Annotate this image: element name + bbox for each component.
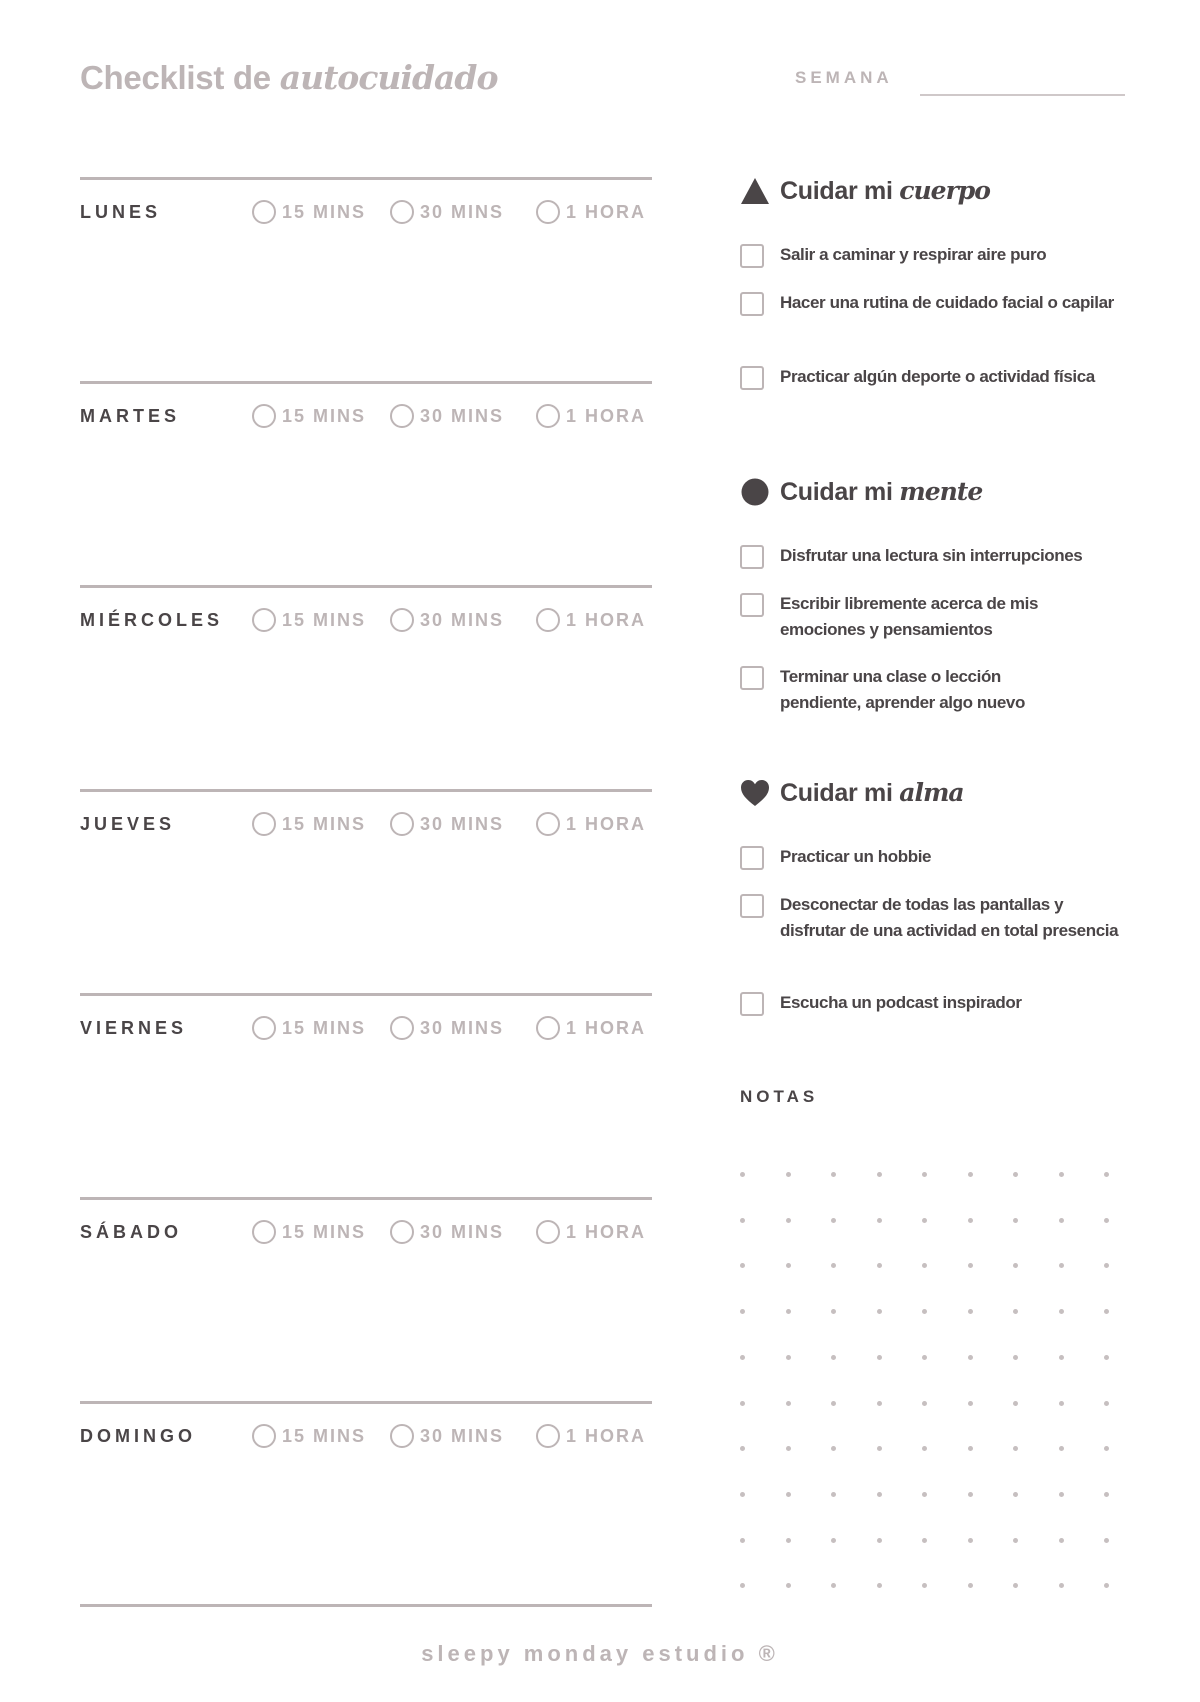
option-1-hora[interactable] — [536, 812, 646, 836]
notes-dot — [1013, 1172, 1018, 1177]
checkbox[interactable] — [740, 244, 764, 268]
heart-icon — [740, 778, 770, 808]
radio-circle[interactable] — [390, 1220, 414, 1244]
checkbox[interactable] — [740, 366, 764, 390]
notes-dot — [877, 1263, 882, 1268]
day-row-viernes — [80, 993, 652, 1197]
section-alma — [740, 776, 1140, 1036]
radio-circle[interactable] — [252, 812, 276, 836]
section-title — [780, 778, 964, 808]
day-name: MARTES — [80, 406, 180, 426]
notes-dot — [740, 1355, 745, 1360]
section-header — [740, 475, 1140, 509]
day-row-domingo — [80, 1401, 652, 1605]
notes-dot — [1013, 1492, 1018, 1497]
notes-dot — [1104, 1538, 1109, 1543]
title-plain: Checklist de — [80, 59, 271, 96]
option-label: 15 MINS — [282, 1017, 367, 1038]
radio-circle[interactable] — [390, 608, 414, 632]
notes-dot — [1104, 1492, 1109, 1497]
footer-brand: sleepy monday estudio ® — [421, 1641, 779, 1666]
option-label: 15 MINS — [282, 201, 367, 222]
day-row-martes — [80, 381, 652, 585]
item-text: Escucha un podcast inspirador — [780, 993, 1022, 1012]
section-header — [740, 174, 1140, 208]
option-label: 30 MINS — [420, 609, 505, 630]
option-label: 15 MINS — [282, 813, 367, 834]
option-30-mins[interactable] — [390, 1016, 504, 1040]
day-row-lunes — [80, 177, 652, 381]
item-text: Escribir libremente acerca de mis emociones y pensamientos — [780, 594, 1038, 639]
notes-dot — [1059, 1218, 1064, 1223]
notes-dot — [877, 1172, 882, 1177]
notes-label: NOTAS — [740, 1087, 819, 1106]
notes-dot — [1104, 1263, 1109, 1268]
week-label: SEMANA — [795, 68, 893, 87]
option-label: 30 MINS — [420, 1425, 505, 1446]
notes-dot — [1013, 1446, 1018, 1451]
notes-dot — [1059, 1355, 1064, 1360]
option-1-hora[interactable] — [536, 1424, 646, 1448]
notes-dot — [1104, 1218, 1109, 1223]
notes-dot — [877, 1446, 882, 1451]
notes-dot — [786, 1401, 791, 1406]
checklist-item[interactable] — [740, 844, 1125, 870]
day-name: SÁBADO — [80, 1222, 183, 1242]
section-title-plain: Cuidar mi — [780, 177, 893, 205]
day-name: DOMINGO — [80, 1426, 196, 1446]
checkbox[interactable] — [740, 992, 764, 1016]
notes-dot — [968, 1538, 973, 1543]
notes-dot — [831, 1492, 836, 1497]
checkbox[interactable] — [740, 846, 764, 870]
option-label: 30 MINS — [420, 1017, 505, 1038]
notes-dot — [877, 1538, 882, 1543]
option-label: 1 HORA — [566, 1221, 647, 1242]
option-label: 1 HORA — [566, 405, 647, 426]
option-15-mins[interactable] — [252, 812, 366, 836]
option-label: 30 MINS — [420, 405, 505, 426]
notes-dot-grid[interactable] — [740, 1172, 1118, 1588]
notes-dot — [968, 1218, 973, 1223]
radio-circle[interactable] — [390, 404, 414, 428]
option-30-mins[interactable] — [390, 1424, 504, 1448]
title-italic: autocuidado — [279, 58, 498, 97]
checkbox[interactable] — [740, 593, 764, 617]
day-row-miercoles — [80, 585, 652, 789]
option-1-hora[interactable] — [536, 1016, 646, 1040]
radio-circle[interactable] — [252, 1424, 276, 1448]
option-15-mins[interactable] — [252, 608, 366, 632]
notes-dot — [968, 1446, 973, 1451]
notes-dot — [786, 1172, 791, 1177]
triangle-icon — [740, 176, 770, 206]
notes-dot — [831, 1172, 836, 1177]
notes-dot — [1059, 1309, 1064, 1314]
option-30-mins[interactable] — [390, 812, 504, 836]
radio-circle[interactable] — [390, 1016, 414, 1040]
radio-circle[interactable] — [390, 1424, 414, 1448]
notes-dot — [968, 1492, 973, 1497]
section-header — [740, 776, 1140, 810]
radio-circle[interactable] — [390, 812, 414, 836]
checklist-item[interactable] — [740, 364, 1125, 390]
notes-dot — [831, 1263, 836, 1268]
option-label: 30 MINS — [420, 1221, 505, 1242]
option-label: 15 MINS — [282, 609, 367, 630]
option-1-hora[interactable] — [536, 1220, 646, 1244]
item-text: Practicar algún deporte o actividad física — [780, 367, 1095, 386]
item-text: Practicar un hobbie — [780, 847, 932, 866]
checklist-item[interactable] — [740, 242, 1125, 268]
notes-dot — [1059, 1538, 1064, 1543]
notes-dot — [1104, 1446, 1109, 1451]
option-label: 1 HORA — [566, 813, 647, 834]
radio-circle[interactable] — [390, 200, 414, 224]
notes-dot — [740, 1492, 745, 1497]
notes-dot — [1013, 1538, 1018, 1543]
notes-dot — [877, 1218, 882, 1223]
section-title-italic: alma — [899, 778, 964, 807]
radio-circle[interactable] — [252, 608, 276, 632]
option-15-mins[interactable] — [252, 404, 366, 428]
notes-dot — [968, 1355, 973, 1360]
day-name: VIERNES — [80, 1018, 188, 1038]
day-name: LUNES — [80, 202, 162, 222]
notes-dot — [968, 1583, 973, 1588]
section-mente — [740, 475, 1140, 725]
notes-dot — [968, 1172, 973, 1177]
option-label: 1 HORA — [566, 201, 647, 222]
notes-dot — [1059, 1446, 1064, 1451]
notes-dot — [740, 1309, 745, 1314]
notes-dot — [922, 1263, 927, 1268]
notes-dot — [1059, 1583, 1064, 1588]
notes-dot — [1059, 1172, 1064, 1177]
radio-circle[interactable] — [536, 404, 560, 428]
notes-dot — [1013, 1309, 1018, 1314]
notes-dot — [831, 1355, 836, 1360]
notes-dot — [831, 1538, 836, 1543]
radio-circle[interactable] — [252, 404, 276, 428]
item-text: Disfrutar una lectura sin interrupciones — [780, 546, 1083, 565]
checklist-item[interactable] — [740, 892, 1125, 944]
notes-dot — [1104, 1172, 1109, 1177]
option-15-mins[interactable] — [252, 1220, 366, 1244]
radio-circle[interactable] — [536, 200, 560, 224]
notes-dot — [786, 1263, 791, 1268]
notes-dot — [968, 1401, 973, 1406]
page-title — [80, 58, 497, 97]
notes-dot — [740, 1583, 745, 1588]
radio-circle[interactable] — [252, 1220, 276, 1244]
notes-dot — [877, 1309, 882, 1314]
option-1-hora[interactable] — [536, 200, 646, 224]
option-label: 1 HORA — [566, 1017, 647, 1038]
radio-circle[interactable] — [536, 1220, 560, 1244]
item-text: Hacer una rutina de cuidado facial o capilar — [780, 293, 1114, 312]
section-title-plain: Cuidar mi — [780, 779, 893, 807]
notes-dot — [1059, 1401, 1064, 1406]
day-row-sabado — [80, 1197, 652, 1401]
option-1-hora[interactable] — [536, 608, 646, 632]
checkbox[interactable] — [740, 894, 764, 918]
notes-dot — [831, 1583, 836, 1588]
notes-dot — [740, 1172, 745, 1177]
checkbox[interactable] — [740, 666, 764, 690]
checkbox[interactable] — [740, 292, 764, 316]
radio-circle[interactable] — [536, 1016, 560, 1040]
option-15-mins[interactable] — [252, 1016, 366, 1040]
notes-dot — [786, 1355, 791, 1360]
notes-dot — [786, 1583, 791, 1588]
item-text: Salir a caminar y respirar aire puro — [780, 245, 1047, 264]
notes-dot — [877, 1583, 882, 1588]
checklist-item[interactable] — [740, 290, 1125, 316]
section-title-italic: mente — [899, 477, 983, 506]
section-cuerpo — [740, 174, 1140, 424]
option-label: 1 HORA — [566, 1425, 647, 1446]
option-30-mins[interactable] — [390, 200, 504, 224]
notes-dot — [831, 1446, 836, 1451]
checkbox[interactable] — [740, 545, 764, 569]
notes-dot — [922, 1401, 927, 1406]
option-30-mins[interactable] — [390, 1220, 504, 1244]
notes-dot — [1059, 1263, 1064, 1268]
notes-dot — [922, 1218, 927, 1223]
notes-dot — [786, 1538, 791, 1543]
radio-circle[interactable] — [252, 1016, 276, 1040]
notes-dot — [786, 1218, 791, 1223]
option-15-mins[interactable] — [252, 1424, 366, 1448]
notes-dot — [922, 1355, 927, 1360]
notes-dot — [1059, 1492, 1064, 1497]
item-text: Terminar una clase o lección pendiente, aprender algo nuevo — [780, 667, 1025, 712]
checklist-item[interactable] — [740, 664, 1080, 716]
notes-dot — [922, 1309, 927, 1314]
notes-dot — [1104, 1583, 1109, 1588]
option-label: 30 MINS — [420, 201, 505, 222]
notes-dot — [786, 1446, 791, 1451]
circle-icon — [740, 477, 770, 507]
radio-circle[interactable] — [252, 200, 276, 224]
notes-dot — [922, 1446, 927, 1451]
option-label: 1 HORA — [566, 609, 647, 630]
notes-dot — [786, 1309, 791, 1314]
checklist-item[interactable] — [740, 591, 1125, 643]
notes-dot — [877, 1355, 882, 1360]
notes-dot — [1104, 1309, 1109, 1314]
notes-dot — [831, 1309, 836, 1314]
radio-circle[interactable] — [536, 1424, 560, 1448]
notes-dot — [740, 1446, 745, 1451]
notes-dot — [922, 1172, 927, 1177]
option-label: 15 MINS — [282, 405, 367, 426]
notes-dot — [1013, 1355, 1018, 1360]
notes-dot — [922, 1583, 927, 1588]
notes-dot — [1013, 1263, 1018, 1268]
notes-dot — [831, 1401, 836, 1406]
notes-dot — [786, 1492, 791, 1497]
option-15-mins[interactable] — [252, 200, 366, 224]
notes-dot — [877, 1492, 882, 1497]
notes-dot — [740, 1538, 745, 1543]
section-title-italic: cuerpo — [899, 176, 990, 205]
notes-dot — [740, 1401, 745, 1406]
option-30-mins[interactable] — [390, 608, 504, 632]
radio-circle[interactable] — [536, 608, 560, 632]
item-text: Desconectar de todas las pantallas y disfrutar de una actividad en total presencia — [780, 895, 1119, 940]
section-title-plain: Cuidar mi — [780, 478, 893, 506]
notes-dot — [1013, 1401, 1018, 1406]
notes-dot — [922, 1538, 927, 1543]
notes-dot — [740, 1263, 745, 1268]
notes-dot — [1013, 1218, 1018, 1223]
checklist-item[interactable] — [740, 543, 1160, 569]
bottom-divider — [80, 1604, 652, 1607]
option-30-mins[interactable] — [390, 404, 504, 428]
day-name: MIÉRCOLES — [80, 610, 224, 630]
section-title — [780, 477, 982, 507]
radio-circle[interactable] — [536, 812, 560, 836]
section-title — [780, 176, 990, 206]
day-row-jueves — [80, 789, 652, 993]
option-label: 30 MINS — [420, 813, 505, 834]
option-label: 15 MINS — [282, 1221, 367, 1242]
checklist-item[interactable] — [740, 990, 1125, 1016]
notes-dot — [968, 1263, 973, 1268]
notes-dot — [740, 1218, 745, 1223]
notes-dot — [877, 1401, 882, 1406]
option-label: 15 MINS — [282, 1425, 367, 1446]
notes-dot — [1013, 1583, 1018, 1588]
notes-dot — [1104, 1355, 1109, 1360]
week-input-line[interactable] — [920, 94, 1125, 96]
notes-dot — [968, 1309, 973, 1314]
day-name: JUEVES — [80, 814, 176, 834]
option-1-hora[interactable] — [536, 404, 646, 428]
notes-dot — [922, 1492, 927, 1497]
notes-dot — [831, 1218, 836, 1223]
notes-dot — [1104, 1401, 1109, 1406]
